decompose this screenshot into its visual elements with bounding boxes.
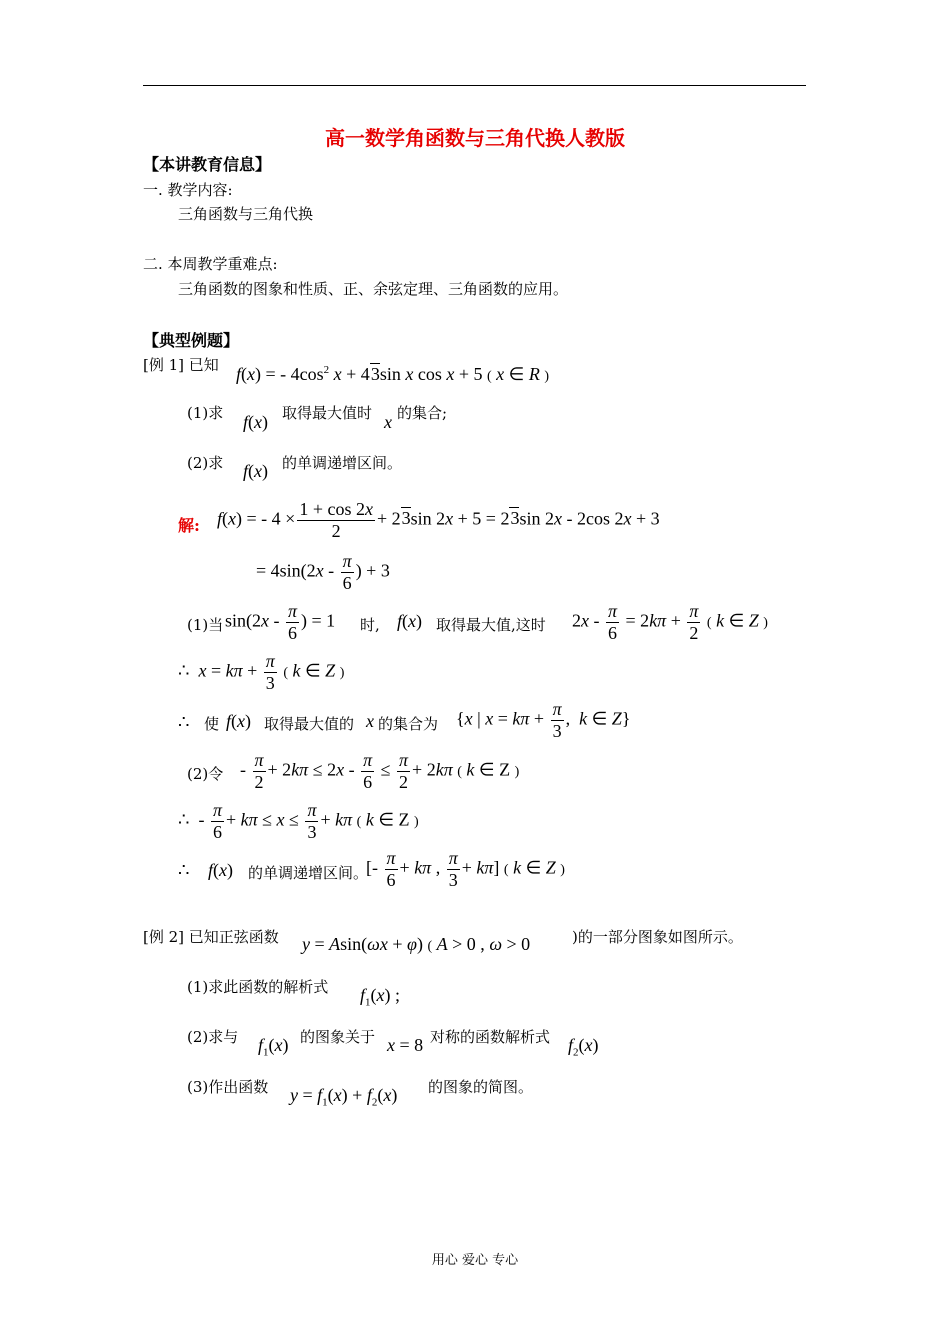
s3-set: {x | x = kπ + $\frac{\pi}{3}$ , k ∈ Z} (456, 699, 631, 741)
ex2-q1: (1)求此函数的解析式 (187, 978, 329, 996)
solution-label: 解: (178, 516, 200, 535)
section-heading-examples: 【典型例题】 (143, 331, 240, 350)
s6-text: 的单调递增区间。 (248, 864, 369, 882)
s6-fx: f(x) (208, 860, 234, 880)
s1-mid1: 时, (360, 616, 380, 634)
q2-suffix: 的单调递增区间。 (282, 454, 403, 472)
s3-text1: 使 (204, 715, 220, 733)
s1-cond: sin(2x - $\frac{\pi}{6}$ ) = 1 (225, 601, 336, 643)
example2-formula: y = Asin(ωx + φ) ( A > 0 , ω > 0 (302, 934, 531, 954)
ex2-q1-f1: $f_1(x)$ ; (360, 985, 401, 1009)
q2-fx: f(x) (243, 461, 269, 481)
item1-label: 一. 教学内容: (143, 181, 233, 199)
s4-ineq: - $\frac{\pi}{2}$ + 2kπ ≤ 2x - $\frac{\pi}{6}$ ≤ $\frac{\pi}{2}$ + 2kπ ( k ∈ Z ) (240, 750, 520, 792)
q1-mid: 取得最大值时 (282, 404, 373, 422)
ex2-q2-f2: $f_2(x)$ (568, 1035, 599, 1059)
example1-formula: f(x) = - $4\cos^2$ x + 43sin x cos x + 5 ( x ∈ R ) (236, 364, 550, 384)
q2-prefix: (2)求 (187, 454, 224, 472)
example2-label: [例 2] 已知正弦函数 (143, 928, 279, 946)
item1-text: 三角函数与三角代换 (178, 205, 314, 223)
q1-suffix: 的集合; (397, 404, 448, 422)
q1-fx: f(x) (243, 412, 269, 432)
ex2-q3-prefix: (3)作出函数 (187, 1078, 269, 1096)
ex2-q2-f1: $f_1(x)$ (258, 1035, 289, 1059)
ex2-q2-mid1: 的图象关于 (300, 1028, 376, 1046)
s3-fx: f(x) (226, 711, 252, 731)
s4-prefix: (2)令 (187, 765, 224, 783)
s1-mid2: 取得最大值,这时 (436, 616, 546, 634)
page-footer: 用心 爱心 专心 (431, 1253, 519, 1268)
item2-text: 三角函数的图象和性质、正、余弦定理、三角函数的应用。 (178, 280, 569, 298)
s6-interval: [- $\frac{\pi}{6}$ + kπ , $\frac{\pi}{3}$ + kπ] ( k ∈ Z ) (366, 848, 565, 890)
ex2-q3-suffix: 的图象的简图。 (428, 1078, 534, 1096)
s3-text2: 取得最大值的 (264, 715, 355, 733)
section-heading-info: 【本讲教育信息】 (143, 155, 272, 174)
solution-line2: = 4sin(2x - $\frac{\pi}{6}$ ) + 3 (256, 551, 390, 593)
s1-fx: f(x) (397, 611, 423, 631)
s3-x: x (366, 711, 374, 731)
s1-eq: 2x - $\frac{\pi}{6}$ = 2kπ + $\frac{\pi}{2}$ ( k ∈ Z ) (572, 601, 768, 643)
ex2-q2-prefix: (2)求与 (187, 1028, 239, 1046)
ex2-q3-formula: $y = f_1(x) + f_2(x)$ (290, 1085, 398, 1109)
page-title: 高一数学角函数与三角代换人教版 (325, 126, 625, 150)
s1-prefix: (1)当 (187, 616, 224, 634)
q1-x: x (384, 412, 392, 432)
s6-therefore: ∴ (178, 860, 190, 880)
example2-suffix: )的一部分图象如图所示。 (572, 928, 743, 946)
ex2-q2-line: x = 8 (387, 1035, 424, 1055)
s5-line: ∴ - $\frac{\pi}{6}$ + kπ ≤ x ≤ $\frac{\pi}{3}$ + kπ ( k ∈ Z ) (178, 800, 419, 842)
s2-line: ∴ x = kπ + $\frac{\pi}{3}$ ( k ∈ Z ) (178, 651, 345, 693)
header-rule (143, 85, 806, 86)
solution-line1: f(x) = - 4 × $\frac{1 + \cos 2x}{2}$ + 23sin 2x + 5 = 23sin 2x - 2cos 2x + 3 (217, 499, 660, 541)
s3-therefore: ∴ (178, 712, 190, 732)
example1-label: [例 1] 已知 (143, 356, 219, 374)
q1-prefix: (1)求 (187, 404, 224, 422)
item2-label: 二. 本周教学重难点: (143, 255, 278, 273)
ex2-q2-mid2: 对称的函数解析式 (430, 1028, 551, 1046)
s3-text3: 的集合为 (378, 715, 439, 733)
